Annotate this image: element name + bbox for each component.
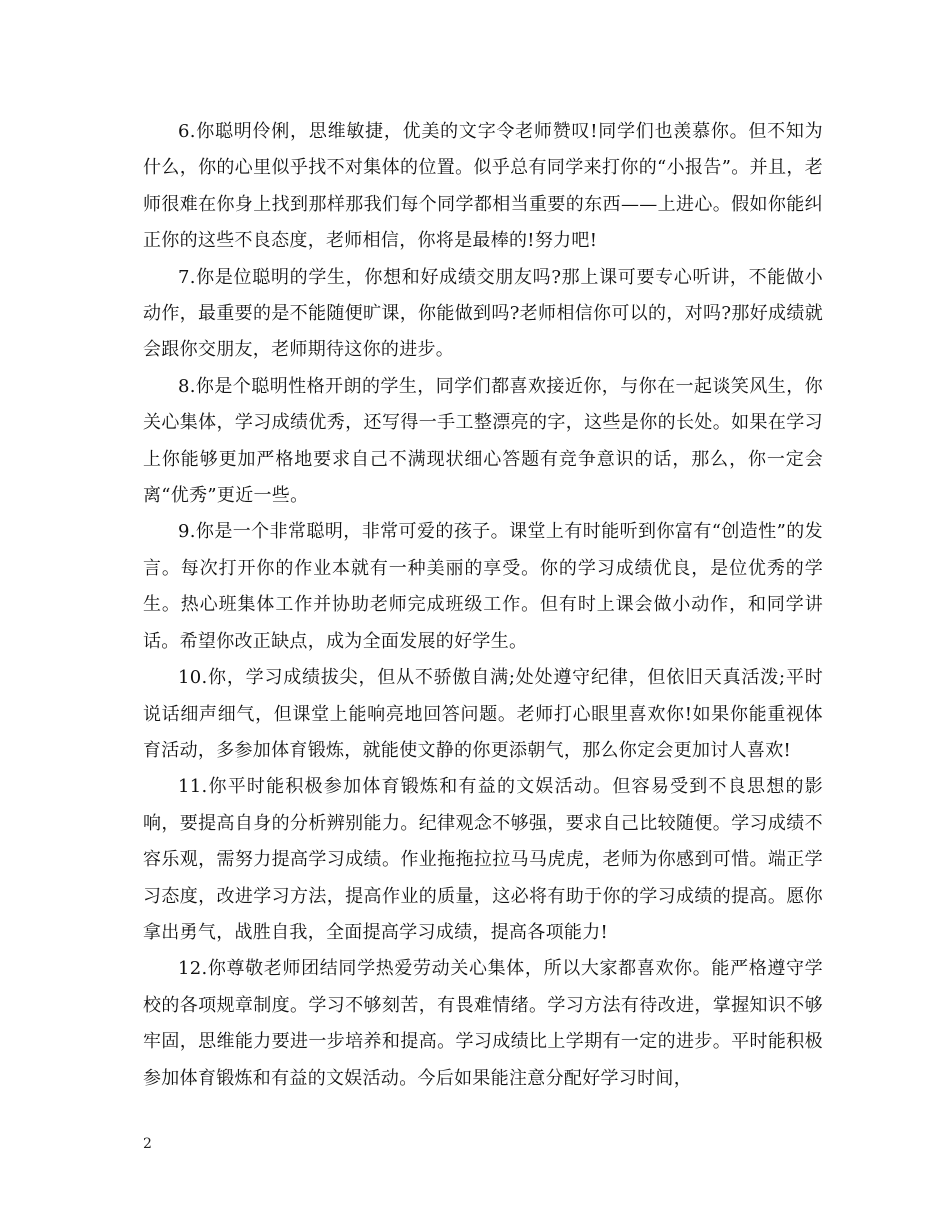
paragraph-7: 7.你是位聪明的学生，你想和好成绩交朋友吗?那上课可要专心听讲，不能做小动作，最重要的是不能随便旷课，你能做到吗?老师相信你可以的，对吗?那好成绩就会跟你交朋友，老师期待这你的进步。	[143, 266, 823, 361]
page-number: 2	[143, 1136, 152, 1152]
paragraph-9: 9.你是一个非常聪明，非常可爱的孩子。课堂上有时能听到你富有“创造性”的发言。每次打开你的作业本就有一种美丽的享受。你的学习成绩优良，是位优秀的学生。热心班集体工作并协助老师完成班级工作。但有时上课会做小动作，和同学讲话。希望你改正缺点，成为全面发展的好学生。	[143, 521, 823, 652]
paragraph-8: 8.你是个聪明性格开朗的学生，同学们都喜欢接近你，与你在一起谈笑风生，你关心集体，学习成绩优秀，还写得一手工整漂亮的字，这些是你的长处。如果在学习上你能够更加严格地要求自己不满现状细心答题有竞争意识的话，那么，你一定会离“优秀”更近一些。	[143, 375, 823, 507]
document-body	[143, 114, 823, 1097]
paragraph-11: 11.你平时能积极参加体育锻炼和有益的文娱活动。但容易受到不良思想的影响，要提高自身的分析辨别能力。纪律观念不够强，要求自己比较随便。学习成绩不容乐观，需努力提高学习成绩。作业拖拖拉拉马马虎虎，老师为你感到可惜。端正学习态度，改进学习方法，提高作业的质量，这必将有助于你的学习成绩的提高。愿你拿出勇气，战胜自我，全面提高学习成绩，提高各项能力!	[143, 776, 823, 943]
paragraph-10: 10.你，学习成绩拔尖，但从不骄傲自满;处处遵守纪律，但依旧天真活泼;平时说话细声细气，但课堂上能响亮地回答问题。老师打心眼里喜欢你!如果你能重视体育活动，多参加体育锻炼，就能使文静的你更添朝气，那么你定会更加讨人喜欢!	[143, 667, 823, 761]
paragraph-12: 12.你尊敬老师团结同学热爱劳动关心集体，所以大家都喜欢你。能严格遵守学校的各项规章制度。学习不够刻苦，有畏难情绪。学习方法有待改进，掌握知识不够牢固，思维能力要进一步培养和提高。学习成绩比上学期有一定的进步。平时能积极参加体育锻炼和有益的文娱活动。今后如果能注意分配好学习时间，	[143, 958, 823, 1089]
paragraph-6: 6.你聪明伶俐，思维敏捷，优美的文字令老师赞叹!同学们也羡慕你。但不知为什么，你的心里似乎找不对集体的位置。似乎总有同学来打你的“小报告”。并且，老师很难在你身上找到那样那我们每个同学都相当重要的东西——上进心。假如你能纠正你的这些不良态度，老师相信，你将是最棒的!努力吧!	[143, 121, 823, 252]
